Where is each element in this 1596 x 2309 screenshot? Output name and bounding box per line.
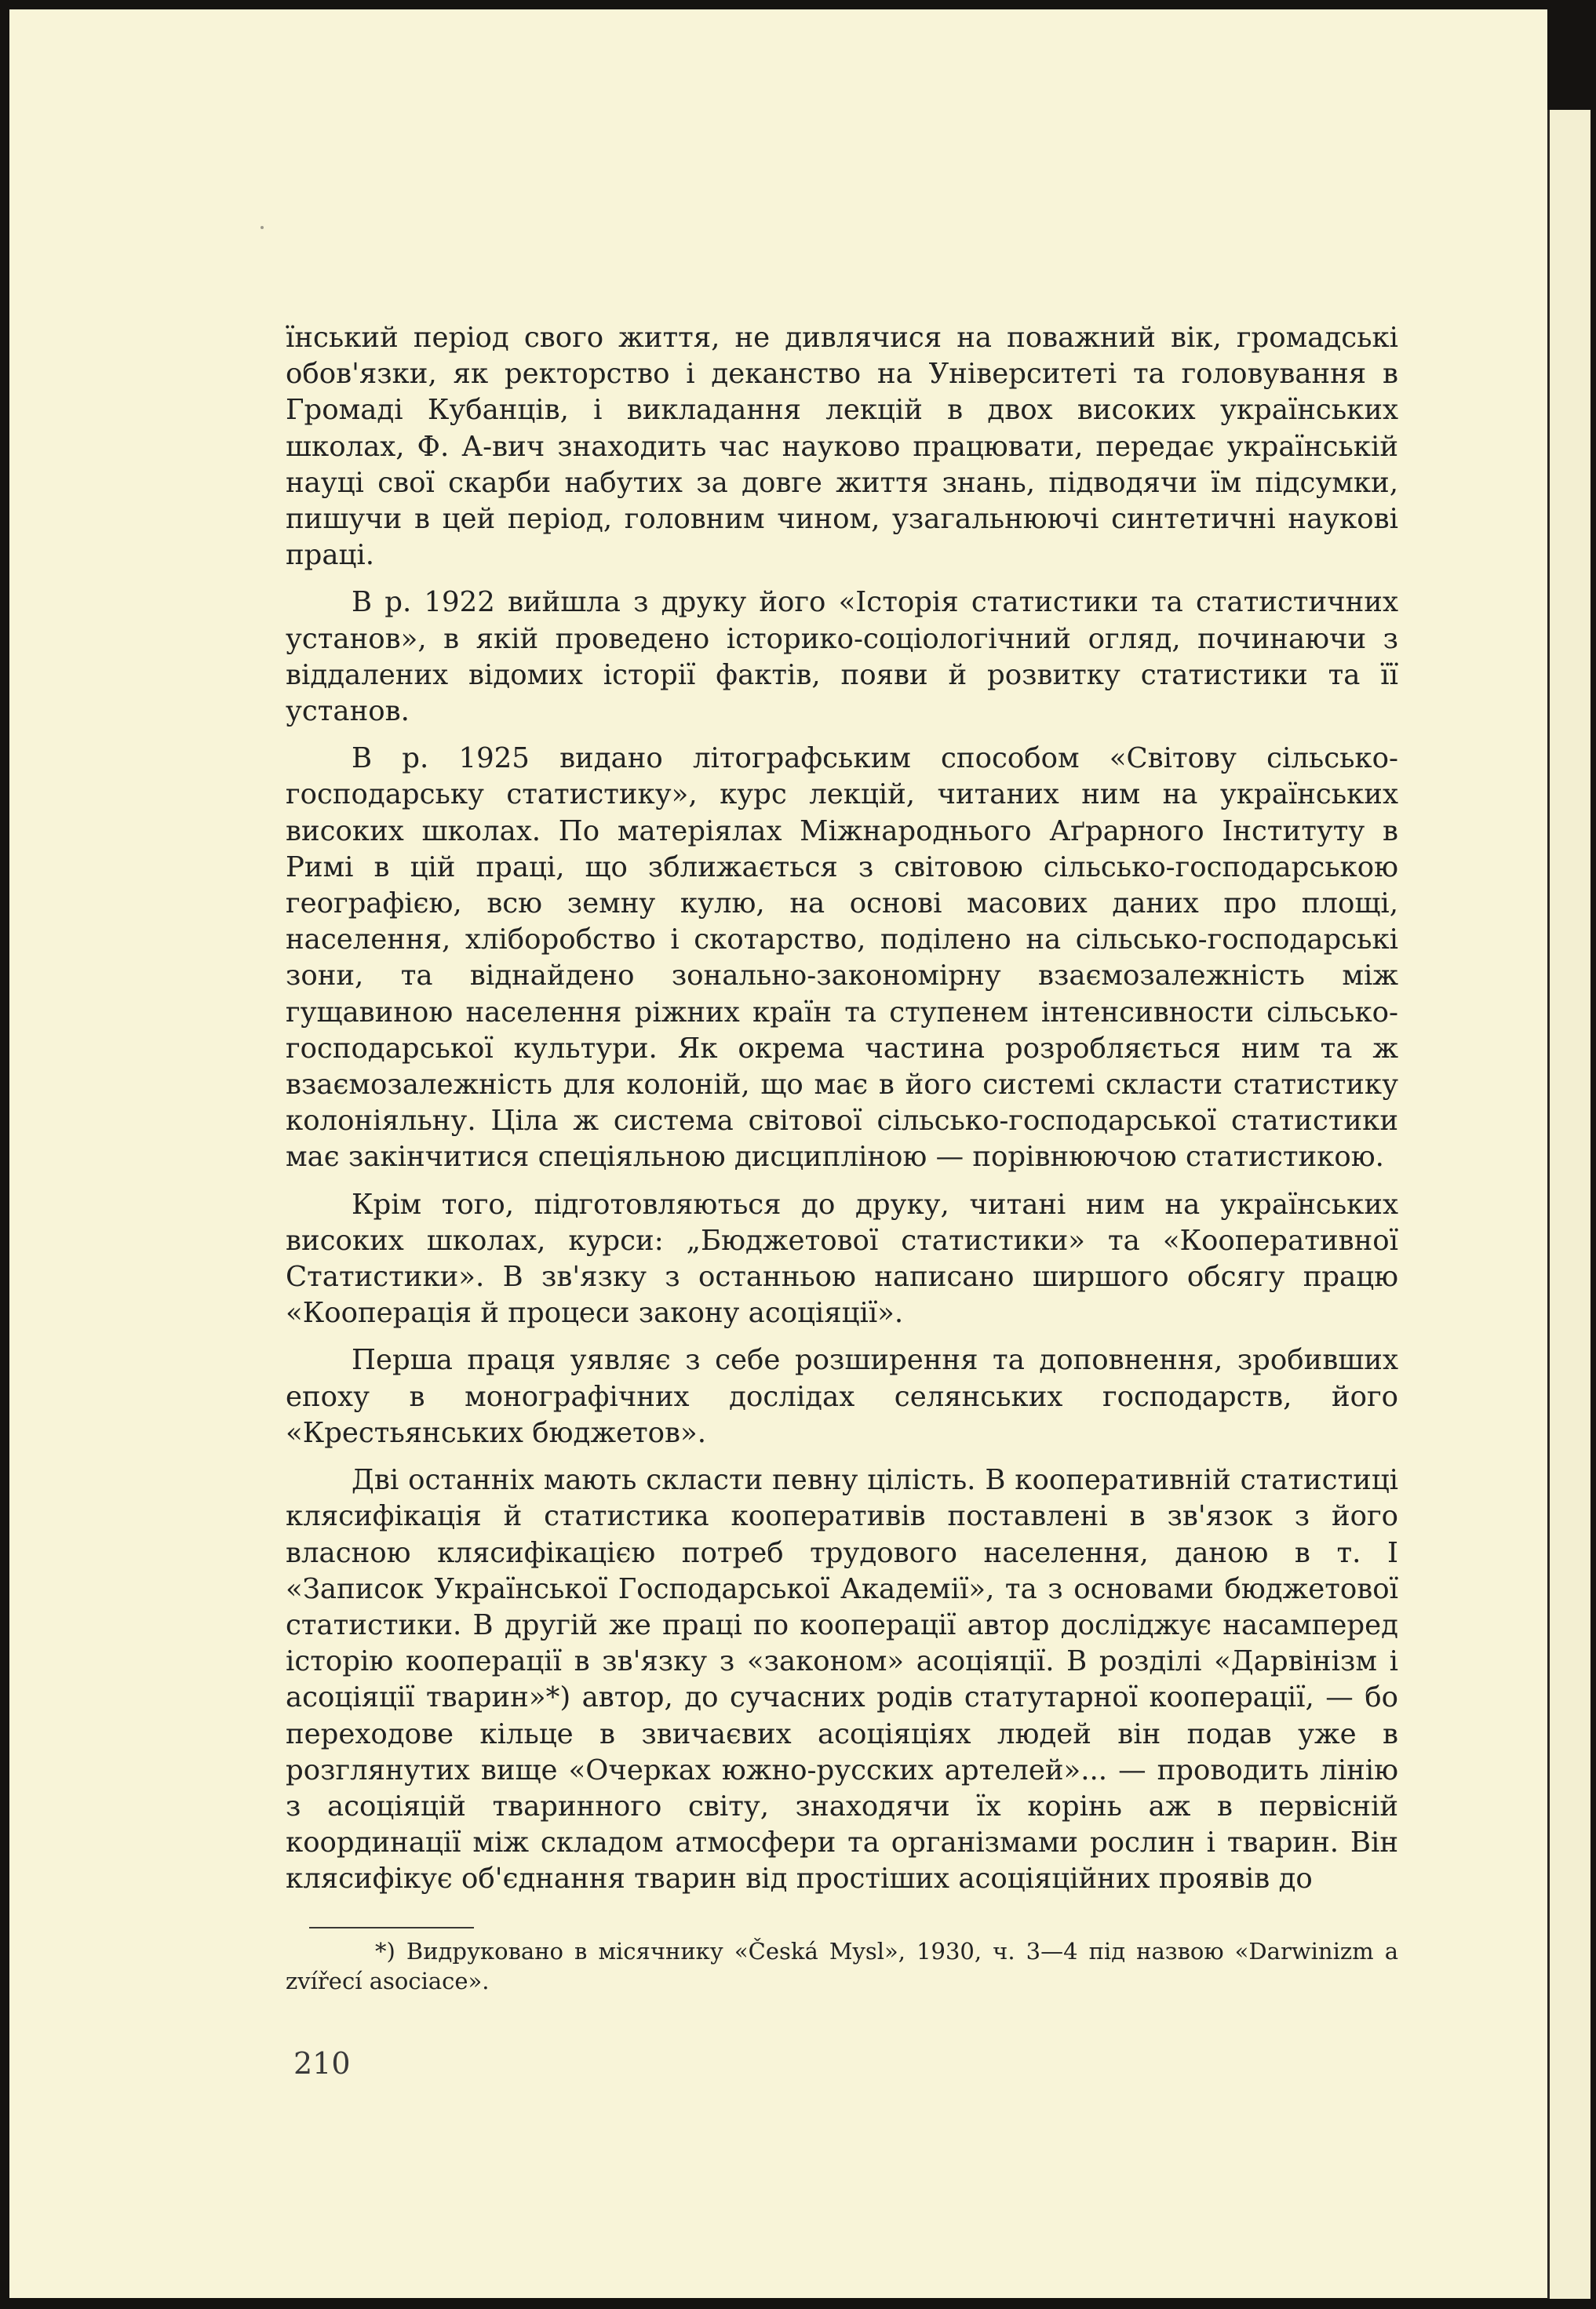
paragraph-world-agricultural-statistics: В р. 1925 видано літографським способом «Світову сільсько-господарську статистику», курс лекцій, читаних ним на українських високих школах. По матеріялах Міжнароднього Аґрарного Інституту в Римі в цій праці, що зближається з світовою сільсько-господарською географією, всю земну кулю, на основі масових даних про площі, населення, хліборобство і скотарство, поділено на сільсько-господарські зони, та віднайдено зонально-закономірну взаємозалежність між гущавиною населення ріжних країн та ступенем інтенсивности сільсько-господарської культури. Як окрема частина розробляється ним та ж взаємозалежність для колоній, що має в його системі скласти статистику колоніяльну. Ціла ж система світової сільсько-господарської статистики має закінчитися спеціяльною дисципліною — порівнюючою статистикою.: [286, 742, 1398, 1174]
paragraph-courses: Крім того, підготовляються до друку, читані ним на українських високих школах, курси: „Бюджетової статистики» та «Кооперативної Статистики». В зв'язку з останньою написано ширшого обсягу працю «Кооперація й процеси закону асоціяції».: [286, 1188, 1398, 1330]
footnote-divider: [309, 1927, 474, 1928]
body-text: [286, 320, 1398, 1909]
paragraph-history-of-statistics: В р. 1922 вийшла з друку його «Історія статистики та статистичних установ», в якій проведено історико-соціологічний огляд, починаючи з віддалених відомих історії фактів, появи й розвитку статистики та її установ.: [286, 586, 1398, 728]
paper-speck: [261, 226, 264, 229]
paragraph-first-work: Перша праця уявляє з себе розширення та доповнення, зробивших епоху в монографічних дослідах селянських господарств, його «Крестьянських бюджетов».: [286, 1344, 1398, 1449]
page-number: 210: [293, 2046, 351, 2081]
document-page: [9, 9, 1547, 2298]
next-page-edge: [1547, 110, 1591, 2299]
paragraph-continuation: їнський період свого життя, не дивлячися на поважний вік, громадські обов'язки, як ректорство і деканство на Університеті та головування в Громаді Кубанців, і викладання лекцій в двох високих українських школах, Ф. А-вич знаходить час науково працювати, передає українській науці свої скарби набутих за довге життя знань, підводячи їм підсумки, пишучи в цей період, головним чином, узагальнюючі синтетичні наукові праці.: [286, 322, 1398, 572]
paragraph-cooperation: Дві останніх мають скласти певну цілість. В кооперативній статистиці клясифікація й статистика кооперативів поставлені в зв'язок з його власною клясифікацією потреб трудового населення, даною в т. I «Записок Української Господарської Академії», та з основами бюджетової статистики. В другій же праці по кооперації автор досліджує насамперед історію кооперації в зв'язку з «законом» асоціяції. В розділі «Дарвінізм і асоціяції тварин»*) автор, до сучасних родів статутарної кооперації, — бо переходове кільце в звичаєвих асоціяціях людей він подав уже в розглянутих вище «Очерках южно-русских артелей»... — проводить лінію з асоціяцій тваринного світу, знаходячи їх корінь аж в первісній координації між складом атмосфери та організмами рослин і тварин. Він клясифікує об'єднання тварин від простіших асоціяційних проявів до: [286, 1464, 1398, 1896]
footnote: *) Видруковано в місячнику «Česká Mysl», 1930, ч. 3—4 під назвою «Darwinizm a zvířecí asociace».: [286, 1938, 1398, 1994]
